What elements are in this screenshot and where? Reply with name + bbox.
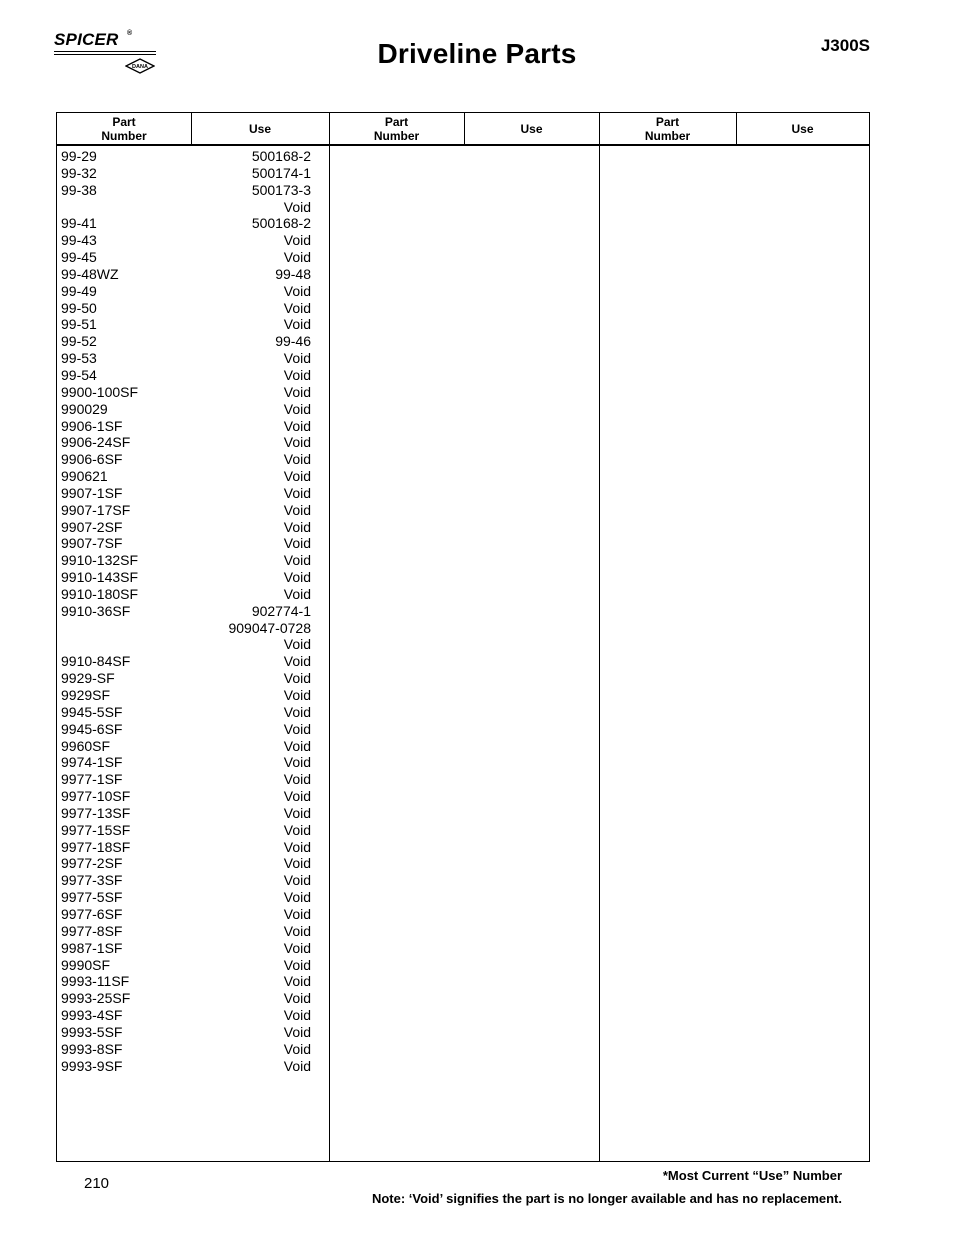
table-row — [61, 721, 311, 738]
table-row — [61, 350, 311, 367]
part-number-cell: 99-29 — [61, 148, 97, 164]
use-cell: Void — [283, 855, 311, 872]
use-cell: Void — [283, 518, 311, 535]
column-header-use-1: Use — [191, 113, 329, 145]
table-row — [61, 687, 311, 704]
part-number-cell: 99-45 — [61, 249, 97, 266]
table-row — [61, 788, 311, 805]
table-row — [61, 738, 311, 755]
part-number-cell: 9907-17SF — [61, 501, 131, 518]
table-row — [61, 215, 311, 232]
part-number-cell: 9907-1SF — [61, 484, 123, 501]
part-number-cell: 99-32 — [61, 164, 97, 181]
use-cell: Void — [283, 754, 311, 771]
part-number-cell: 9977-2SF — [61, 855, 123, 872]
part-number-cell: 9929-SF — [61, 670, 115, 687]
use-cell: Void — [283, 889, 311, 906]
use-cell: Void — [283, 1040, 311, 1057]
table-row — [61, 653, 311, 670]
part-number-cell: 990029 — [61, 400, 108, 417]
use-cell: 99-46 — [275, 333, 311, 350]
use-cell: Void — [283, 1007, 311, 1024]
table-row — [61, 266, 311, 283]
group-divider — [599, 113, 600, 1161]
use-cell: Void — [283, 990, 311, 1007]
table-row — [61, 384, 311, 401]
use-cell: Void — [283, 232, 311, 249]
use-cell: Void — [283, 653, 311, 670]
table-row — [61, 839, 311, 856]
use-cell: Void — [283, 838, 311, 855]
table-row — [61, 704, 311, 721]
part-number-cell: 9993-8SF — [61, 1040, 123, 1057]
table-row — [61, 1024, 311, 1041]
use-cell: Void — [283, 788, 311, 805]
part-number-cell: 9960SF — [61, 737, 111, 754]
use-cell: Void — [283, 973, 311, 990]
table-row — [61, 535, 311, 552]
part-number-cell: 9906-1SF — [61, 417, 123, 434]
use-cell: Void — [283, 720, 311, 737]
use-cell: Void — [283, 1023, 311, 1040]
part-number-cell: 9974-1SF — [61, 754, 123, 771]
header-divider — [57, 145, 869, 146]
table-row — [61, 636, 311, 653]
table-row — [61, 182, 311, 199]
use-cell: Void — [283, 687, 311, 703]
table-row — [61, 249, 311, 266]
part-number-cell: 9993-4SF — [61, 1007, 123, 1024]
column-header-part-number-1: Part Number — [57, 113, 191, 145]
use-cell: Void — [283, 771, 311, 788]
use-cell: Void — [283, 484, 311, 501]
use-cell: Void — [283, 350, 311, 367]
part-number-cell: 9977-5SF — [61, 889, 123, 906]
part-number-cell: 9945-6SF — [61, 720, 123, 737]
table-row — [61, 805, 311, 822]
part-number-cell: 9906-24SF — [61, 434, 131, 451]
use-cell: Void — [283, 552, 311, 569]
table-row — [61, 519, 311, 536]
table-row — [61, 434, 311, 451]
parts-list — [61, 148, 311, 1074]
part-number-cell: 9977-3SF — [61, 872, 123, 889]
group-divider — [329, 113, 330, 1161]
part-number-cell: 99-50 — [61, 299, 97, 316]
table-row — [61, 822, 311, 839]
part-number-cell: 9977-1SF — [61, 771, 123, 788]
table-row — [61, 485, 311, 502]
table-row — [61, 552, 311, 569]
table-row — [61, 232, 311, 249]
table-row — [61, 418, 311, 435]
page-title: Driveline Parts — [377, 38, 577, 69]
column-header-use-3: Use — [736, 113, 869, 145]
table-row — [61, 889, 311, 906]
table-row — [61, 990, 311, 1007]
use-cell: Void — [283, 939, 311, 956]
column-header-part-number-2: Part Number — [329, 113, 464, 145]
table-row — [61, 148, 311, 165]
parts-table — [56, 112, 870, 1162]
part-number-cell: 99-52 — [61, 333, 97, 350]
part-number-cell: 9977-18SF — [61, 838, 131, 855]
use-cell: Void — [283, 636, 311, 653]
column-divider — [464, 113, 465, 145]
use-cell: Void — [283, 468, 311, 485]
use-cell: Void — [283, 922, 311, 939]
use-cell: 99-48 — [275, 265, 311, 282]
table-row — [61, 333, 311, 350]
table-row — [61, 670, 311, 687]
part-number-cell: 9929SF — [61, 687, 111, 703]
table-row — [61, 940, 311, 957]
table-row — [61, 620, 311, 637]
part-number-cell: 9910-180SF — [61, 585, 139, 602]
use-cell: Void — [283, 585, 311, 602]
current-use-note: *Most Current “Use” Number — [662, 1168, 842, 1183]
use-cell: Void — [283, 198, 311, 215]
part-number-cell: 9910-84SF — [61, 653, 131, 670]
use-cell: Void — [283, 569, 311, 586]
part-number-cell: 9907-2SF — [61, 518, 123, 535]
use-cell: Void — [283, 249, 311, 266]
use-cell: Void — [283, 501, 311, 518]
model-code: J300S — [820, 36, 870, 55]
use-cell: 902774-1 — [251, 602, 311, 619]
use-cell: Void — [283, 366, 311, 383]
part-number-cell: 99-43 — [61, 232, 97, 249]
column-header-part-number-3: Part Number — [599, 113, 736, 145]
column-divider — [736, 113, 737, 145]
table-row — [61, 923, 311, 940]
use-cell: Void — [283, 282, 311, 299]
column-header-use-2: Use — [464, 113, 599, 145]
use-cell: Void — [283, 670, 311, 687]
part-number-cell: 9977-15SF — [61, 821, 131, 838]
part-number-cell: 9993-25SF — [61, 990, 131, 1007]
table-row — [61, 855, 311, 872]
part-number-cell: 9945-5SF — [61, 703, 123, 720]
part-number-cell: 9977-6SF — [61, 905, 123, 922]
use-cell: 500168-2 — [251, 215, 311, 232]
part-number-cell: 9910-36SF — [61, 602, 131, 619]
use-cell: Void — [283, 451, 311, 468]
part-number-cell: 9987-1SF — [61, 939, 123, 956]
table-row — [61, 603, 311, 620]
part-number-cell: 9993-11SF — [61, 973, 130, 990]
use-cell: 500174-1 — [251, 164, 311, 181]
use-cell: Void — [283, 703, 311, 720]
table-row — [61, 586, 311, 603]
part-number-cell: 99-54 — [61, 366, 97, 383]
registered-mark: ® — [127, 30, 133, 37]
table-row — [61, 451, 311, 468]
use-cell: Void — [283, 1057, 311, 1074]
void-note: Note: ‘Void’ signifies the part is no longer available and has no replacement. — [371, 1191, 842, 1206]
table-row — [61, 502, 311, 519]
use-cell: Void — [283, 434, 311, 451]
use-cell: Void — [283, 905, 311, 922]
use-cell: Void — [283, 400, 311, 417]
part-number-cell: 99-38 — [61, 181, 97, 198]
part-number-cell: 9977-13SF — [61, 804, 131, 821]
use-cell: Void — [283, 872, 311, 889]
table-row — [61, 957, 311, 974]
table-row — [61, 569, 311, 586]
use-cell: 909047-0728 — [228, 619, 311, 636]
use-cell: Void — [283, 316, 311, 333]
use-cell: Void — [283, 535, 311, 552]
part-number-cell: 9990SF — [61, 956, 111, 973]
table-row — [61, 771, 311, 788]
use-cell: Void — [283, 804, 311, 821]
use-cell: 500168-2 — [251, 148, 311, 164]
part-number-cell: 9900-100SF — [61, 383, 139, 400]
part-number-cell: 9993-5SF — [61, 1023, 123, 1040]
part-number-cell: 9993-9SF — [61, 1057, 123, 1074]
page-number: 210 — [84, 1175, 110, 1192]
table-row — [61, 367, 311, 384]
part-number-cell: 9907-7SF — [61, 535, 123, 552]
part-number-cell: 9910-132SF — [61, 552, 139, 569]
use-cell: Void — [283, 737, 311, 754]
part-number-cell: 9977-8SF — [61, 922, 123, 939]
part-number-cell: 9906-6SF — [61, 451, 123, 468]
table-row — [61, 1007, 311, 1024]
table-row — [61, 973, 311, 990]
use-cell: Void — [283, 956, 311, 973]
part-number-cell: 99-49 — [61, 282, 97, 299]
brand-name: SPICER — [54, 30, 119, 49]
part-number-cell: 99-48WZ — [61, 265, 119, 282]
table-row — [61, 1041, 311, 1058]
table-row — [61, 165, 311, 182]
column-divider — [191, 113, 192, 145]
dana-text: DANA — [132, 64, 148, 70]
part-number-cell: 99-51 — [61, 316, 97, 333]
use-cell: Void — [283, 821, 311, 838]
table-row — [61, 401, 311, 418]
table-row — [61, 754, 311, 771]
part-number-cell: 990621 — [61, 468, 108, 485]
table-row — [61, 199, 311, 216]
table-row — [61, 872, 311, 889]
use-cell: Void — [283, 417, 311, 434]
part-number-cell: 99-53 — [61, 350, 97, 367]
part-number-cell: 9977-10SF — [61, 788, 131, 805]
use-cell: Void — [283, 299, 311, 316]
table-row — [61, 316, 311, 333]
part-number-cell: 9910-143SF — [61, 569, 139, 586]
table-row — [61, 283, 311, 300]
use-cell: 500173-3 — [251, 181, 311, 198]
part-number-cell: 99-41 — [61, 215, 97, 232]
table-row — [61, 468, 311, 485]
table-row — [61, 300, 311, 317]
table-row — [61, 906, 311, 923]
use-cell: Void — [283, 383, 311, 400]
table-row — [61, 1058, 311, 1075]
